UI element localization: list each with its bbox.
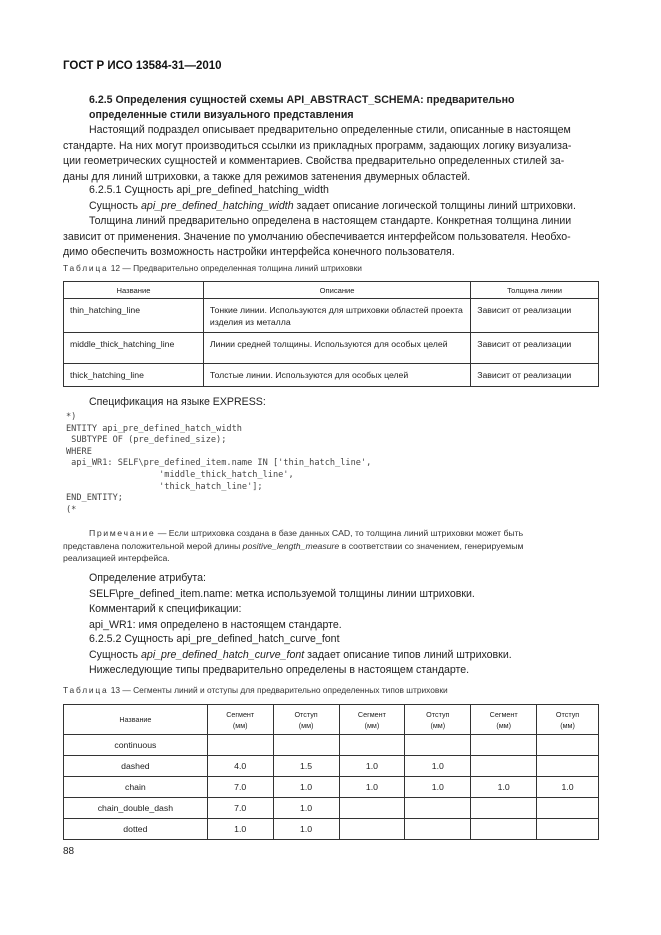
table-cell xyxy=(339,819,405,840)
text-line: стандарте. На них могут производиться ссылки из прикладных программ, задающих логику визуализа- xyxy=(63,139,572,152)
table-cell xyxy=(471,735,537,756)
text-line: даны для линий штриховки, а также для режимов затенения двумерных областей. xyxy=(63,170,471,183)
table-row xyxy=(64,756,599,777)
text-span: задает описание типов линий штриховки. xyxy=(304,648,512,661)
section-title-line: 6.2.5 Определения сущностей схемы API_ABSTRACT_SCHEMA: предварительно xyxy=(89,94,515,106)
column-header xyxy=(471,705,537,735)
table-cell xyxy=(207,735,273,756)
table-cell xyxy=(405,735,471,756)
text-line: Определение атрибута: xyxy=(89,572,206,584)
page-number: 88 xyxy=(63,846,75,857)
note-line xyxy=(63,540,599,553)
header-text: Отступ xyxy=(426,709,450,719)
table-cell: 1.0 xyxy=(273,798,339,819)
header-unit: (мм) xyxy=(232,720,248,730)
header-unit: (мм) xyxy=(298,720,314,730)
header-unit: (мм) xyxy=(496,720,511,730)
table-cell xyxy=(537,819,599,840)
section-title-line: определенные стили визуального представления xyxy=(89,109,354,121)
column-header xyxy=(273,705,339,735)
column-header xyxy=(537,705,599,735)
table-cell: thin_hatching_line xyxy=(64,299,204,333)
table-header-row xyxy=(64,705,599,735)
table-cell: 1.0 xyxy=(339,756,405,777)
note-line xyxy=(63,527,599,540)
table-header-row xyxy=(64,282,599,299)
table-cell: 1.5 xyxy=(273,756,339,777)
table-cell: chain xyxy=(64,777,208,798)
note-line: реализацией интерфейса. xyxy=(63,553,170,563)
table-12-caption xyxy=(63,263,362,273)
header-unit: (мм) xyxy=(364,720,380,730)
table-row xyxy=(64,333,599,364)
column-header: Название xyxy=(64,705,208,735)
table-cell: Тонкие линии. Используются для штриховки областей проекта изделия из металла xyxy=(203,299,470,333)
table-cell xyxy=(537,798,599,819)
text-line xyxy=(63,648,599,664)
column-header xyxy=(405,705,471,735)
text-line: Настоящий подраздел описывает предварительно определенные стили, описанные в настоящем xyxy=(89,124,571,136)
table-row xyxy=(64,364,599,387)
table-13 xyxy=(63,704,599,840)
subsection-heading: 6.2.5.1 Сущность api_pre_defined_hatching_width xyxy=(89,184,329,196)
table-row xyxy=(64,299,599,333)
text-span: представлена положительной мерой длины xyxy=(63,540,243,551)
table-row xyxy=(64,777,599,798)
table-cell: 1.0 xyxy=(207,819,273,840)
table-cell: thick_hatching_line xyxy=(64,364,204,387)
table-cell: 1.0 xyxy=(339,777,405,798)
table-cell: dashed xyxy=(64,756,208,777)
table-caption-text: 12 — Предварительно определенная толщина линий штриховки xyxy=(108,263,362,273)
column-header: Описание xyxy=(203,282,470,299)
table-cell: middle_thick_hatching_line xyxy=(64,333,204,364)
table-cell xyxy=(339,735,405,756)
text-span: задает описание логической толщины линий штриховки. xyxy=(293,199,576,212)
table-cell: 1.0 xyxy=(273,819,339,840)
header-unit: (мм) xyxy=(560,720,575,730)
text-line: димо обеспечить возможность настройки интерфейса конечного пользователя. xyxy=(63,246,455,258)
table-cell: Линии средней толщины. Используются для особых целей xyxy=(203,333,470,364)
table-cell xyxy=(537,756,599,777)
table-cell: Толстые линии. Используются для особых целей xyxy=(203,364,470,387)
text-span: — Если штриховка создана в базе данных CAD, то толщина линий штриховки может быть xyxy=(155,528,524,538)
header-text: Сегмент xyxy=(357,709,386,719)
section-title xyxy=(89,93,609,123)
column-header: Название xyxy=(64,282,204,299)
column-header: Толщина линии xyxy=(471,282,599,299)
attribute-definitions xyxy=(63,571,599,633)
note-block xyxy=(63,527,599,565)
text-span: Сущность xyxy=(89,648,142,661)
text-line xyxy=(63,199,599,215)
text-line: Спецификация на языке EXPRESS: xyxy=(89,396,266,408)
table-label: Таблица xyxy=(63,263,109,273)
table-cell: 1.0 xyxy=(471,777,537,798)
table-cell: 1.0 xyxy=(405,777,471,798)
text-span: Сущность xyxy=(89,199,142,212)
subsection-1 xyxy=(63,183,599,261)
subsection-heading: 6.2.5.2 Сущность api_pre_defined_hatch_curve_font xyxy=(89,633,340,645)
text-line: SELF\pre_defined_item.name: метка используемой толщины линии штриховки. xyxy=(89,587,475,600)
column-header xyxy=(207,705,273,735)
table-cell: 1.0 xyxy=(273,777,339,798)
express-code-block: *) ENTITY api_pre_defined_hatch_width SUBTYPE OF (pre_defined_size); WHERE api_WR1: SELF\pre_defined_item.name IN ['thin_hatch_line', 'middle_thick_hatch_line', 'thick_hatch_line']; END_ENTITY; (* xyxy=(66,412,372,515)
text-line: Толщина линий предварительно определена в настоящем стандарте. Конкретная толщина линии xyxy=(89,215,572,227)
note-label: Примечание xyxy=(89,528,156,538)
header-unit: (мм) xyxy=(430,720,446,730)
table-cell: continuous xyxy=(64,735,208,756)
header-text: Отступ xyxy=(555,709,580,719)
table-label: Таблица xyxy=(63,685,109,695)
table-cell xyxy=(537,735,599,756)
table-cell xyxy=(339,798,405,819)
text-line: зависит от применения. Значение по умолчанию обеспечивается интерфейсом пользователя. Необхо- xyxy=(63,230,571,243)
table-cell: Зависит от реализации xyxy=(471,333,599,364)
entity-name: api_pre_defined_hatching_width xyxy=(141,199,294,212)
subsection-2 xyxy=(63,632,599,679)
table-cell: 7.0 xyxy=(207,798,273,819)
intro-paragraph xyxy=(63,123,599,185)
text-line: ции геометрических сущностей и комментариев. Свойства предварительно определенных стилей за- xyxy=(63,155,565,167)
table-cell: Зависит от реализации xyxy=(471,364,599,387)
text-span: в соответствии со значением, генерируемым xyxy=(339,540,524,551)
text-line: Нижеследующие типы предварительно определены в настоящем стандарте. xyxy=(89,664,470,676)
express-label xyxy=(63,395,599,411)
text-line: Комментарий к спецификации: xyxy=(89,603,242,615)
table-cell xyxy=(471,798,537,819)
header-text: Отступ xyxy=(294,709,318,719)
table-cell: 4.0 xyxy=(207,756,273,777)
table-12 xyxy=(63,281,599,387)
table-row xyxy=(64,819,599,840)
table-cell xyxy=(471,756,537,777)
header-text: Сегмент xyxy=(489,709,518,719)
table-row xyxy=(64,798,599,819)
table-cell: Зависит от реализации xyxy=(471,299,599,333)
header-text: Сегмент xyxy=(226,709,255,719)
document-header: ГОСТ Р ИСО 13584-31—2010 xyxy=(63,60,222,72)
text-line: api_WR1: имя определено в настоящем стандарте. xyxy=(89,618,342,631)
table-cell xyxy=(273,735,339,756)
table-caption-text: 13 — Сегменты линий и отступы для предварительно определенных типов штриховки xyxy=(108,685,448,695)
table-cell: 1.0 xyxy=(405,756,471,777)
table-cell xyxy=(471,819,537,840)
column-header xyxy=(339,705,405,735)
table-cell: dotted xyxy=(64,819,208,840)
table-row xyxy=(64,735,599,756)
entity-name: api_pre_defined_hatch_curve_font xyxy=(141,648,305,661)
table-cell xyxy=(405,798,471,819)
table-13-caption xyxy=(63,685,448,695)
table-cell: chain_double_dash xyxy=(64,798,208,819)
table-cell xyxy=(405,819,471,840)
table-cell: 1.0 xyxy=(537,777,599,798)
table-cell: 7.0 xyxy=(207,777,273,798)
type-name: positive_length_measure xyxy=(242,540,340,551)
